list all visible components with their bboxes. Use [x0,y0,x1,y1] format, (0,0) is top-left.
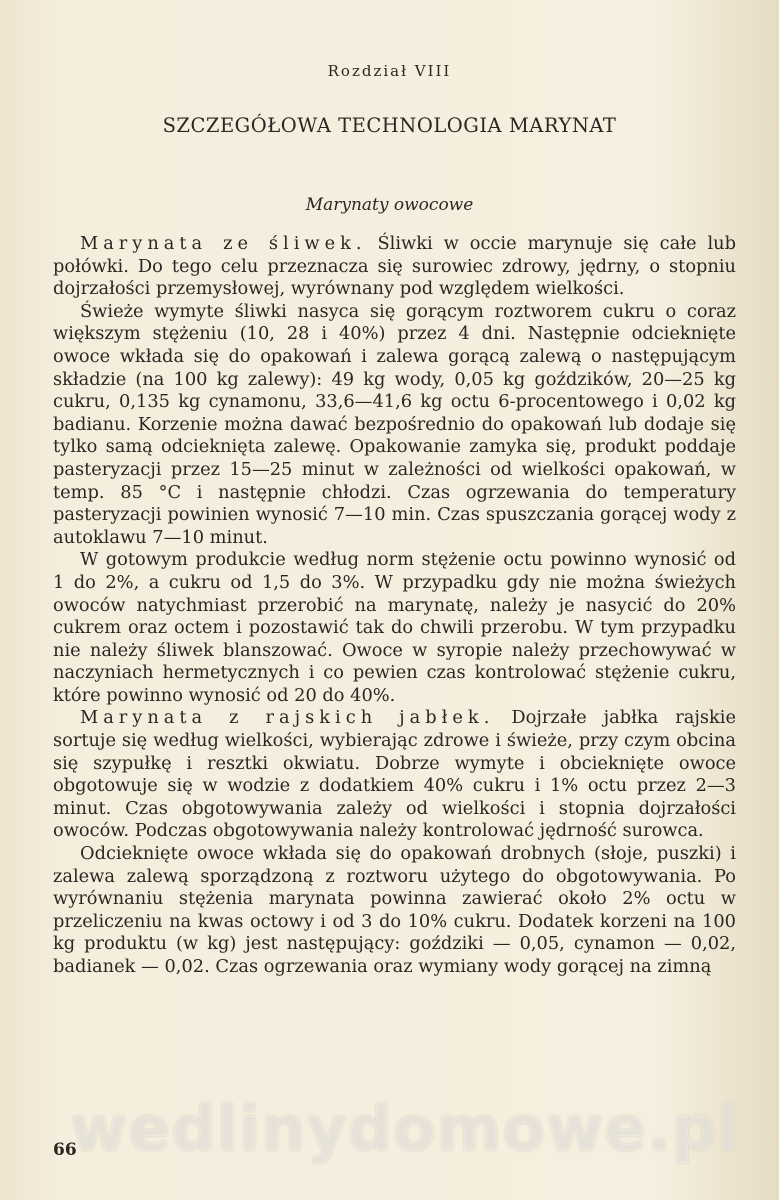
paragraph-text: Dojrzałe jabłka rajskie sortuje się według wielkości, wybierając zdrowe i świeże, przy czym obcina się szypułkę i resztki okwiatu. Dobrze wymyte i obcieknięte owoce obgotowuje się w wodzie z dodatkiem 40% cukru i 1% octu przez 2—3 minut. Czas obgotowywania zależy od wielkości i stopnia dojrzałości owoców. Podczas obgotowywania należy kontrolować jędrność surowca. [53,707,736,842]
paragraph [53,843,736,979]
paragraph-text: W gotowym produkcie według norm stężenie octu powinno wynosić od 1 do 2%, a cukru od 1,5 do 3%. W przypadku gdy nie można świeżych owoców natychmiast przerobić na marynatę, należy je nasycić do 20% cukrem oraz octem i pozostawić tak do chwili przerobu. W tym przypadku nie należy śliwek blanszować. Owoce w syropie należy przechowywać w naczyniach hermetycznych i co pewien czas kontrolować stężenie cukru, które powinno wynosić od 20 do 40%. [53,549,736,706]
paragraph-text: Świeże wymyte śliwki nasyca się gorącym roztworem cukru o coraz większym stężeniu (10, 28 i 40%) przez 4 dni. Następnie odcieknięte owoce wkłada się do opakowań i zalewa gorącą zalewą o następującym składzie (na 100 kg zalewy): 49 kg wody, 0,05 kg goździków, 20—25 kg cukru, 0,135 kg cynamonu, 33,6—41,6 kg octu 6-procentowego i 0,02 kg badianu. Korzenie można dawać bezpośrednio do opakowań lub dodaje się tylko samą odcieknięta zalewę. Opakowanie zamyka się, produkt poddaje pasteryzacji przez 15—25 minut w zależności od wielkości opakowań, w temp. 85 °C i następnie chłodzi. Czas ogrzewania do temperatury pasteryzacji powinien wynosić 7—10 min. Czas spuszczania gorącej wody z autoklawu 7—10 minut. [53,300,736,548]
page-title: SZCZEGÓŁOWA TECHNOLOGIA MARYNAT [162,114,617,137]
page-number: 66 [53,1140,77,1160]
paragraph [53,301,736,550]
paragraph [53,549,736,707]
chapter-heading: Rozdział VIII [327,62,452,80]
paragraph [53,233,736,301]
body-text [53,233,736,979]
paragraph-lead: Marynata ze śliwek. [80,233,367,254]
paragraph-lead: Marynata z rajskich jabłek. [80,707,495,729]
paragraph-text: Odcieknięte owoce wkłada się do opakowań drobnych (słoje, puszki) i zalewa zalewą sporządzoną z roztworu użytego do obgotowywania. Po wyrównaniu stężenia marynata powinna zawierać około 2% octu w przeliczeniu na kwas octowy i od 3 do 10% cukru. Dodatek korzeni na 100 kg produktu (w kg) jest następujący: goździki — 0,05, cynamon — 0,02, badianek — 0,02. Czas ogrzewania oraz wymiany wody gorącej na zimną [53,843,736,977]
watermark: wedlinydomowe.pl [70,1092,740,1165]
paragraph-text: Śliwki w occie marynuje się całe lub połówki. Do tego celu przeznacza się surowiec zdrowy, jędrny, o stopniu dojrzałości przemysłowej, wyrównany pod względem wielkości. [53,233,736,300]
paragraph [53,707,736,843]
section-subtitle: Marynaty owocowe [305,195,474,215]
